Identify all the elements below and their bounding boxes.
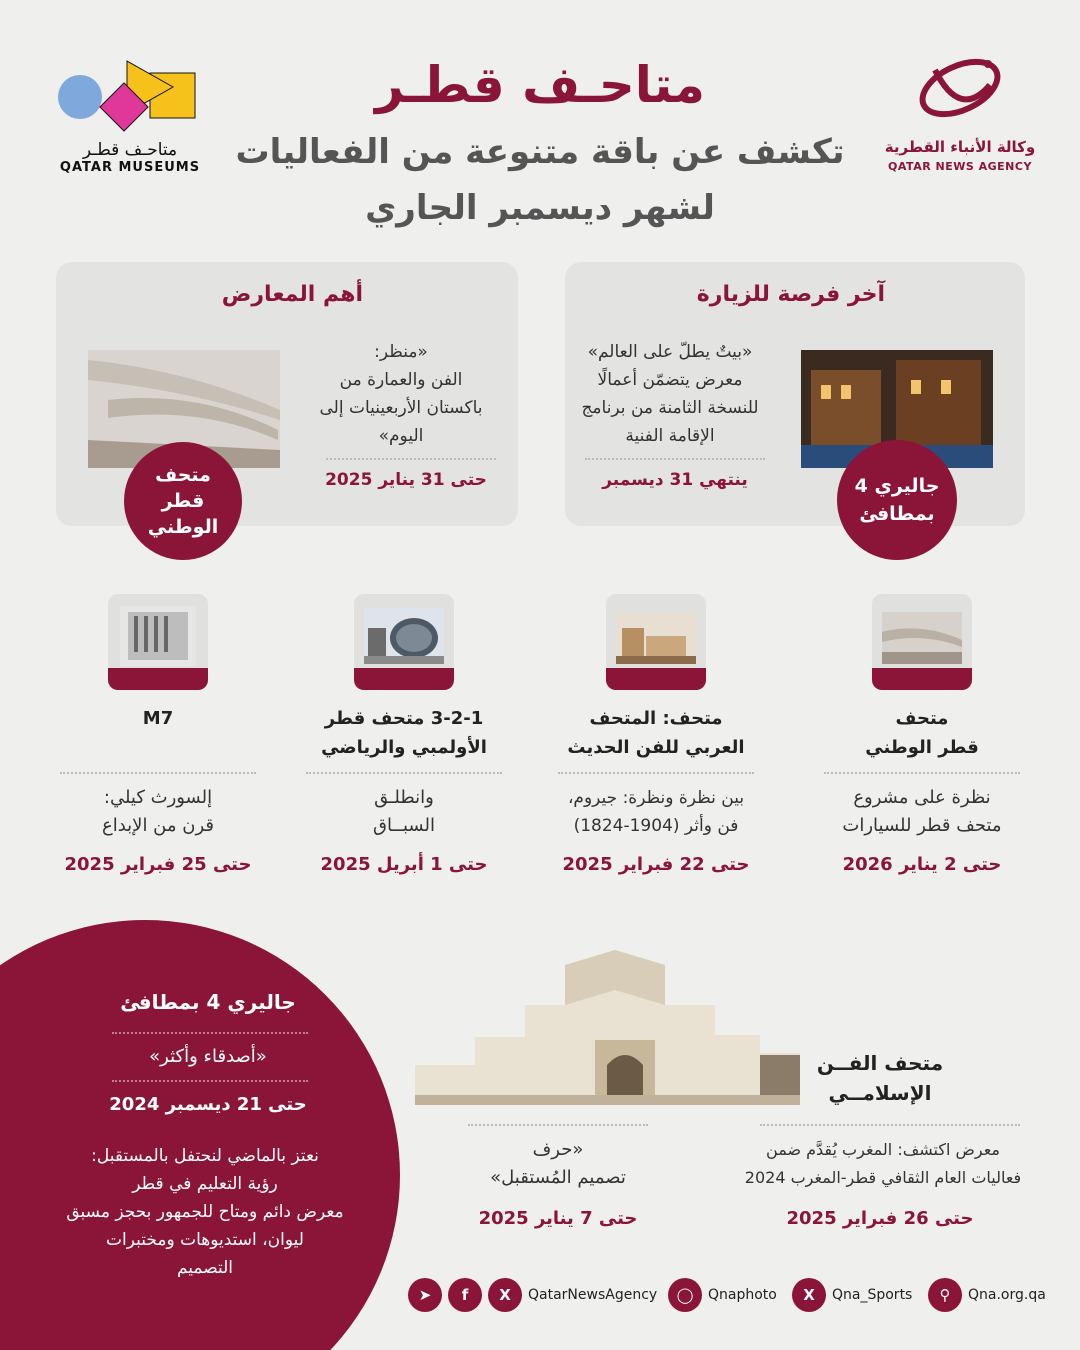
- desc-line: فن وأثر (1904-1824): [573, 816, 739, 836]
- footer-social-group1: [408, 1278, 657, 1312]
- grid-item-olympic-museum: [354, 594, 454, 690]
- title-line: العربي للفن الحديث: [567, 737, 745, 758]
- title-line: 3-2-1 متحف قطر: [324, 708, 484, 729]
- thumb-bar: [606, 668, 706, 690]
- desc-line: فعاليات العام الثقافي قطر-المغرب 2024: [744, 1168, 1022, 1187]
- desc-line: الفن والعمارة من: [339, 370, 463, 390]
- divider: [326, 458, 496, 460]
- divider: [558, 772, 754, 774]
- desc-line: متحف قطر للسيارات: [842, 815, 1002, 836]
- grid-item-title: M7: [142, 708, 174, 729]
- footer-handle-sports[interactable]: Qna_Sports: [832, 1287, 913, 1303]
- thumbnail: [108, 594, 208, 690]
- qm-logo-arabic: متاحـف قطـر: [82, 140, 178, 160]
- islamic-art-museum-image: [415, 945, 800, 1105]
- desc-line: وانطلـق: [374, 787, 434, 808]
- globe-icon[interactable]: ⚲: [928, 1278, 962, 1312]
- gallery4-date: حتى 21 ديسمبر 2024: [109, 1094, 307, 1115]
- thumb-bar: [108, 668, 208, 690]
- page-subtitle-line1: تكشف عن باقة متنوعة من الفعاليات: [235, 132, 845, 172]
- panel-left-desc: [291, 338, 511, 450]
- panel-left-title: أهم المعارض: [221, 282, 363, 307]
- panel-right-title: آخر فرصة للزيارة: [696, 282, 885, 307]
- grid-item-mathaf: [606, 594, 706, 690]
- divider: [306, 772, 502, 774]
- panel-right-desc: [565, 338, 775, 450]
- page-subtitle-line2: لشهر ديسمبر الجاري: [365, 188, 715, 228]
- facebook-icon[interactable]: f: [448, 1278, 482, 1312]
- national-museum-thumb-image: [882, 612, 962, 664]
- footer-handle-photo[interactable]: Qnaphoto: [708, 1287, 777, 1303]
- desc-line: معرض يتضمّن أعمالًا: [597, 370, 743, 390]
- desc-line: الإقامة الفنية: [625, 426, 715, 446]
- thumbnail: [872, 594, 972, 690]
- title-line: متحف الفــن: [816, 1051, 944, 1075]
- gallery4-subtitle: «أصدقاء وأكثر»: [149, 1046, 267, 1067]
- desc-line: معرض اكتشف: المغرب يُقدَّم ضمن: [766, 1140, 1000, 1159]
- divider: [824, 772, 1020, 774]
- grid-item-date: حتى 2 يناير 2026: [842, 854, 1002, 875]
- desc-line: باكستان الأربعينيات إلى: [319, 398, 483, 418]
- desc-line: تصميم المُستقبل»: [490, 1167, 626, 1188]
- olympic-museum-thumb-image: [364, 608, 444, 664]
- thumbnail: [606, 594, 706, 690]
- divider: [60, 772, 256, 774]
- x-icon[interactable]: X: [488, 1278, 522, 1312]
- gallery4-title: جاليري 4 بمطافئ: [120, 990, 296, 1014]
- title-line: الإسلامــي: [828, 1081, 932, 1105]
- mathaf-thumb-image: [616, 612, 696, 664]
- islamic-left-date: حتى 7 يناير 2025: [478, 1208, 638, 1229]
- panel-top-exhibitions: [56, 262, 518, 538]
- divider: [112, 1080, 308, 1082]
- panel-right-date: ينتهي 31 ديسمبر: [602, 470, 748, 490]
- grid-item-national-museum: [872, 594, 972, 690]
- grid-item-desc: [294, 784, 514, 840]
- footer-website[interactable]: Qna.org.qa: [968, 1287, 1046, 1303]
- desc-line: ليوان، استديوهات ومختبرات: [106, 1230, 304, 1250]
- desc-line: السبــاق: [373, 815, 435, 836]
- footer-handle-news-agency[interactable]: QatarNewsAgency: [528, 1287, 658, 1303]
- divider: [760, 1124, 1020, 1126]
- page-title: متاحـف قطـر: [375, 56, 705, 114]
- gallery4-circle: [0, 920, 400, 1350]
- qatar-museums-logo-icon: [55, 55, 205, 145]
- desc-line: اليوم»: [378, 426, 424, 446]
- badge-line: جاليري 4: [854, 475, 940, 497]
- instagram-icon[interactable]: ◯: [668, 1278, 702, 1312]
- desc-line: بين نظرة ونظرة: جيروم،: [567, 788, 745, 808]
- grid-item-title: [294, 704, 514, 762]
- national-museum-badge: [124, 442, 242, 560]
- badge-line: بمطافئ: [859, 503, 935, 525]
- desc-line: التصميم: [176, 1258, 234, 1278]
- desc-line: قرن من الإبداع: [101, 815, 214, 836]
- islamic-right-date: حتى 26 فبراير 2025: [786, 1208, 974, 1229]
- thumb-bar: [354, 668, 454, 690]
- thumbnail: [354, 594, 454, 690]
- grid-item-date: حتى 25 فبراير 2025: [64, 854, 252, 875]
- desc-line: للنسخة الثامنة من برنامج: [581, 398, 759, 418]
- qna-logo-arabic: وكالة الأنباء القطرية: [884, 138, 1036, 156]
- badge-line: متحف: [155, 464, 211, 486]
- grid-item-desc: [546, 784, 766, 840]
- panel-left-date: حتى 31 يناير 2025: [325, 470, 487, 490]
- divider: [112, 1032, 308, 1034]
- islamic-museum-title: [800, 1048, 960, 1108]
- islamic-right-desc: [738, 1136, 1028, 1192]
- islamic-left-desc: [448, 1136, 668, 1192]
- grid-item-m7: [108, 594, 208, 690]
- desc-line: إلسورث كيلي:: [103, 787, 213, 808]
- thumb-bar: [872, 668, 972, 690]
- title-line: متحف: المتحف: [589, 708, 723, 729]
- badge-line: قطر: [161, 490, 205, 512]
- title-line: الأولمبي والرياضي: [321, 737, 487, 758]
- x-icon[interactable]: X: [792, 1278, 826, 1312]
- gallery4-desc: [40, 1142, 370, 1282]
- footer-social-group2: [668, 1278, 777, 1312]
- grid-item-desc: [812, 784, 1032, 840]
- footer-social-group4: [928, 1278, 1046, 1312]
- desc-line: «حرف: [532, 1139, 584, 1160]
- footer-social-group3: [792, 1278, 912, 1312]
- qm-logo-english: QATAR MUSEUMS: [59, 160, 201, 175]
- desc-line: «بيتٌ يطلّ على العالم»: [587, 342, 753, 362]
- telegram-icon[interactable]: ➤: [408, 1278, 442, 1312]
- qna-logo-english: QATAR NEWS AGENCY: [888, 160, 1032, 173]
- desc-line: «منظر:: [374, 342, 428, 362]
- grid-item-title: [822, 704, 1022, 762]
- grid-item-title: [546, 704, 766, 762]
- badge-line: الوطني: [147, 516, 219, 538]
- desc-line: نظرة على مشروع: [853, 787, 991, 808]
- desc-line: نعتز بالماضي لنحتفل بالمستقبل:: [91, 1146, 319, 1166]
- divider: [468, 1124, 648, 1126]
- divider: [585, 458, 765, 460]
- desc-line: معرض دائم ومتاح للجمهور بحجز مسبق: [66, 1202, 344, 1222]
- desc-line: رؤية التعليم في قطر: [132, 1174, 278, 1194]
- title-line: قطر الوطني: [865, 737, 979, 758]
- grid-item-date: حتى 1 أبريل 2025: [320, 854, 488, 875]
- title-line: متحف: [895, 708, 949, 729]
- m7-thumb-image: [120, 606, 196, 666]
- gallery4-badge: [837, 440, 957, 560]
- grid-item-date: حتى 22 فبراير 2025: [562, 854, 750, 875]
- grid-item-desc: [48, 784, 268, 840]
- panel-last-chance: [565, 262, 1025, 526]
